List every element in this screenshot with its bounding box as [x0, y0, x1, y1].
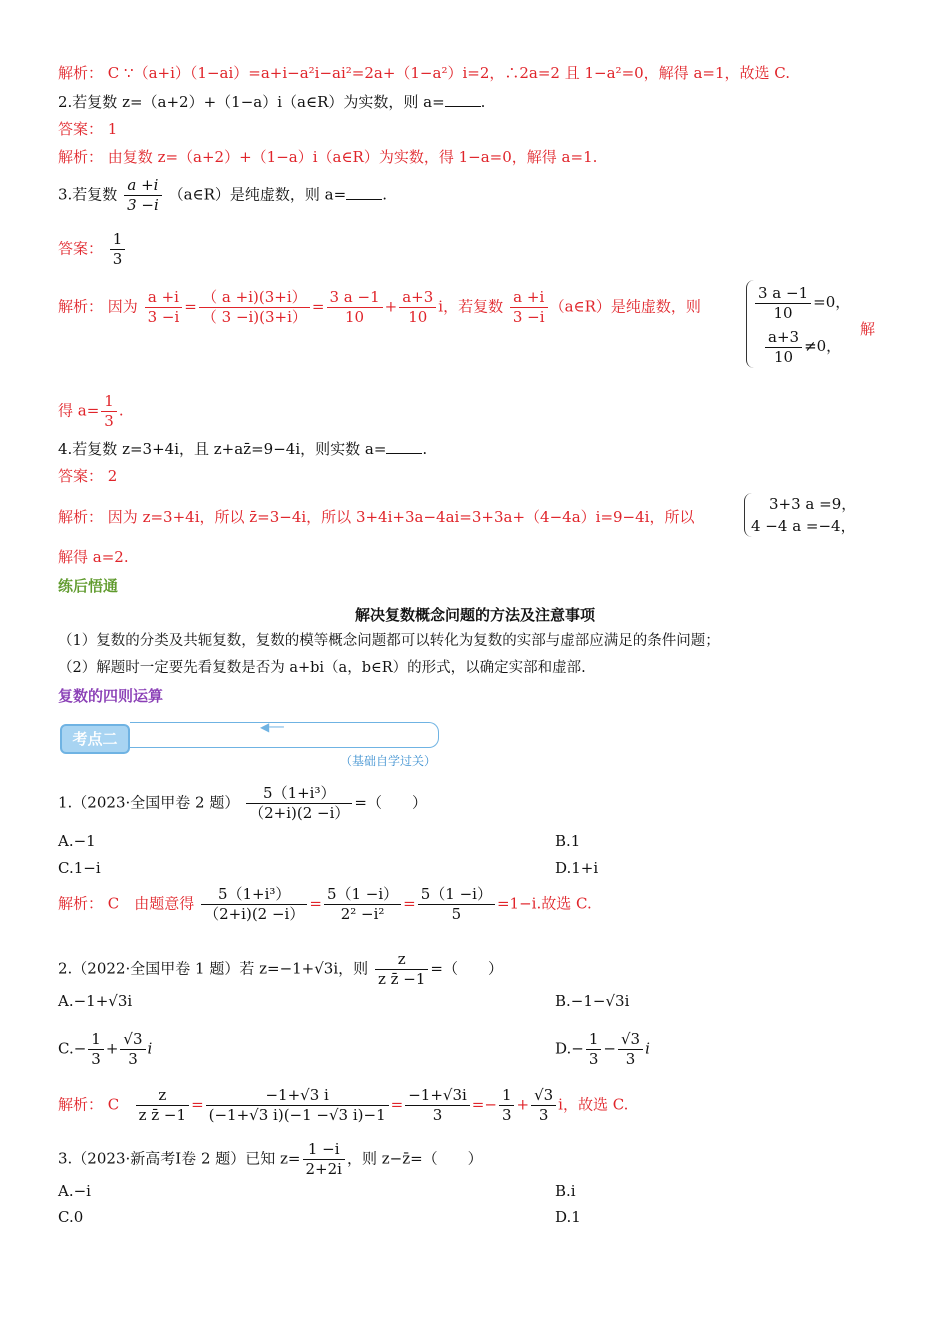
numerator: 1: [110, 230, 126, 250]
fraction: [120, 1030, 145, 1069]
q3-suffix: （a∈R）是纯虚数，则 a=: [168, 185, 347, 204]
numerator: 1: [586, 1030, 602, 1050]
q3-result: 得 a= $\frac{1}{3}$ .: [58, 392, 124, 430]
q3-fraction: [124, 176, 162, 215]
numerator: 3 a −1: [755, 284, 811, 304]
fraction: [199, 288, 310, 327]
equation-system: [744, 493, 856, 537]
q3-end: .: [382, 185, 387, 204]
operator: =−: [471, 1095, 497, 1114]
ex2-suffix: =（ ）: [430, 959, 503, 978]
option-b: B.1: [555, 832, 581, 850]
ex1-suffix: =（ ）: [354, 793, 427, 812]
analysis-text: i，若复数: [438, 297, 504, 316]
analysis-text: （a∈R）是纯虚数，则: [549, 297, 701, 316]
analysis-label: 解析：: [58, 508, 104, 526]
fraction: [327, 288, 383, 327]
denominator: 2² −i²: [340, 905, 385, 923]
denominator: (−1+√3 i)(−1 −√3 i)−1: [208, 1106, 386, 1124]
numerator: √3: [531, 1086, 556, 1106]
denominator: 3 −i: [127, 196, 159, 214]
denominator: （2+i)(2 −i）: [249, 804, 350, 822]
analysis-text: 得 a=: [58, 401, 100, 420]
option-prefix: C.−: [58, 1039, 87, 1058]
analysis-label: 解析：: [58, 1095, 104, 1114]
ex1-question: [58, 784, 427, 823]
option-c: C.1−i: [58, 859, 101, 877]
numerator: 1: [499, 1086, 515, 1106]
q4-solve: 解得 a=2.: [58, 548, 129, 566]
summary-item: （2）解题时一定要先看复数是否为 a+bi（a，b∈R）的形式，以确定实部和虚部.: [58, 660, 586, 676]
fraction: [101, 392, 117, 431]
numerator: −1+√3i: [405, 1086, 470, 1106]
denominator: 3: [625, 1050, 636, 1068]
option-a: A.−1+√3i: [58, 992, 133, 1010]
topic-subtitle: （基础自学过关）: [340, 754, 437, 768]
option-a: A.−i: [58, 1182, 91, 1200]
fraction: [399, 288, 436, 327]
equation-line: 3+3 a =9，: [769, 495, 857, 513]
operator: +: [516, 1095, 530, 1114]
denominator: z z̄ −1: [138, 1106, 187, 1124]
option-c: C.0: [58, 1208, 84, 1226]
q4-text: 4.若复数 z=3+4i，且 z+az̄=9−4i，则实数 a=: [58, 440, 387, 458]
q2-text: 2.若复数 z=（a+2）+（1−a）i（a∈R）为实数，则 a=: [58, 93, 445, 111]
numerator: z: [136, 1086, 189, 1106]
fraction: [755, 284, 811, 323]
operator: −: [603, 1039, 616, 1058]
analysis-label: 解析：: [58, 64, 104, 82]
q2-analysis-text: 由复数 z=（a+2）+（1−a）i（a∈R）为实数，得 1−a=0，解得 a=1.: [107, 148, 598, 166]
equation-rhs: =0，: [813, 293, 851, 311]
answer-label: 答案：: [58, 120, 104, 138]
imaginary-unit: i: [645, 1039, 650, 1058]
denominator: z z̄ −1: [377, 970, 426, 988]
ex3-prefix: 3.（2023·新高考Ⅰ卷 2 题）已知 z=: [58, 1149, 301, 1168]
q3-question: [58, 176, 387, 215]
analysis-text: 解: [860, 320, 876, 338]
denominator: 10: [408, 308, 428, 326]
fraction: [405, 1086, 470, 1125]
topic-banner: [60, 722, 440, 750]
imaginary-unit: i: [147, 1039, 153, 1058]
option-c: [58, 1030, 152, 1069]
q1-analysis: [58, 62, 790, 84]
answer-label: 答案：: [58, 239, 104, 258]
ex1-analysis: 解析： C 由题意得 $\frac{\text{5（1+i³）}}{(2+i)(2 -i)}$ = $\frac{5(1 -i)}{\text{2² −i²}}$ = $\frac{5(1 -i)}{5}$ =1−i.故选 C.: [58, 885, 592, 923]
answer-blank: [386, 439, 422, 454]
numerator: 1: [101, 392, 117, 412]
q4-answer: [58, 465, 117, 487]
arrow-left-icon: ◀──: [260, 720, 284, 734]
fraction: [618, 1030, 643, 1069]
q4-end: .: [422, 440, 428, 458]
numerator: 3 a −1: [327, 288, 383, 308]
fraction: [303, 1140, 345, 1179]
analysis-label: 解析：: [58, 894, 104, 913]
q1-analysis-text: C ∵（a+i）（1−ai）=a+i−a²i−ai²=2a+（1−a²）i=2，∴2a=2 且 1−a²=0，解得 a=1，故选 C.: [107, 64, 790, 82]
analysis-text: 因为: [107, 297, 138, 316]
denominator: 3: [104, 412, 114, 430]
option-d: D.1+i: [555, 859, 599, 877]
option-d: D.1: [555, 1208, 581, 1226]
fraction: [136, 1086, 189, 1125]
analysis-label: 解析：: [58, 148, 104, 166]
q2-analysis: [58, 146, 597, 168]
q4-analysis-text: 因为 z=3+4i，所以 z̄=3−4i，所以 3+4i+3a−4ai=3+3a+（4−4a）i=9−4i，所以: [107, 508, 695, 526]
numerator: 5（1 −i）: [324, 885, 401, 905]
q2-end: .: [480, 93, 486, 111]
fraction: [145, 288, 183, 327]
denominator: 3: [501, 1106, 512, 1124]
denominator: 10: [345, 308, 365, 326]
numerator: z: [375, 950, 428, 970]
fraction: [88, 1030, 104, 1069]
denominator: 3: [128, 1050, 138, 1068]
q4-question: [58, 438, 427, 460]
denominator: 3: [588, 1050, 599, 1068]
answer-fraction: [110, 230, 126, 269]
analysis-text: =1−i.故选 C.: [496, 894, 592, 913]
numerator: a +i: [145, 288, 183, 308]
denominator: 10: [773, 303, 793, 322]
numerator: √3: [120, 1030, 145, 1050]
denominator: （ 3 −i)(3+i）: [201, 308, 307, 326]
section-heading: 复数的四则运算: [58, 687, 164, 705]
fraction: [586, 1030, 602, 1069]
q4-analysis: [58, 506, 694, 528]
fraction: [206, 1086, 389, 1125]
numerator: a +i: [510, 288, 548, 308]
denominator: 3 −i: [512, 308, 545, 326]
numerator: 5（1+i³）: [246, 784, 352, 804]
numerator: a+3: [399, 288, 436, 308]
option-a: A.−1: [58, 832, 96, 850]
option-b: B.i: [555, 1182, 576, 1200]
equation-line: 4 −4 a =−4，: [751, 517, 856, 535]
analysis-label: 解析：: [58, 297, 104, 316]
numerator: 5（1+i³）: [201, 885, 307, 905]
numerator: （ a +i)(3+i）: [199, 288, 310, 308]
option-b: B.−1−√3i: [555, 992, 630, 1010]
analysis-text: i，故选 C.: [558, 1095, 629, 1114]
fraction: [418, 885, 495, 924]
option-prefix: D.−: [555, 1039, 584, 1058]
q3-answer: [58, 230, 127, 269]
banner-line: [130, 722, 439, 748]
denominator: 3: [91, 1050, 101, 1068]
equation-rhs: ≠0，: [804, 337, 842, 355]
numerator: 1: [88, 1030, 104, 1050]
denominator: 3 −i: [147, 308, 180, 326]
ex3-suffix: ，则 z−z̄=（ ）: [346, 1149, 483, 1168]
option-d: [555, 1030, 650, 1069]
q2-answer: [58, 118, 117, 140]
fraction: [201, 885, 307, 924]
summary-title: 解决复数概念问题的方法及注意事项: [354, 606, 595, 624]
answer-label: 答案：: [58, 467, 104, 485]
numerator: 1 −i: [303, 1140, 345, 1160]
numerator: a+3: [765, 328, 802, 348]
section-heading: 练后悟通: [58, 577, 119, 595]
analysis-text: C: [107, 1095, 120, 1114]
answer-value: 1: [107, 120, 118, 138]
fraction: [531, 1086, 556, 1125]
fraction: [375, 950, 428, 989]
answer-blank: [445, 92, 481, 107]
numerator: a +i: [127, 176, 159, 194]
fraction: [246, 784, 352, 823]
q2-question: [58, 91, 485, 113]
q3-prefix: 3.若复数: [58, 185, 118, 204]
equation-system: [746, 280, 850, 368]
fraction: [499, 1086, 515, 1125]
numerator: −1+√3 i: [206, 1086, 389, 1106]
summary-item: （1）复数的分类及共轭复数，复数的模等概念问题都可以转化为复数的实部与虚部应满足的条件问题；: [58, 633, 720, 649]
denominator: 3: [112, 250, 123, 268]
ex1-prefix: 1.（2023·全国甲卷 2 题）: [58, 793, 240, 812]
q3-analysis: 解析： 因为 $\frac{a +i}{3 -i}$ = $\frac{( a +i)(3+i)}{( 3 -i)(3+i)}$ = $\frac{3 a -1}{10}$ + $\frac{a+3}{10}$ i，若复数 $\frac{a +i}{3 -i}$ （a∈R）是纯虚数，则: [58, 288, 701, 326]
fraction: [765, 328, 802, 367]
answer-value: 2: [107, 467, 118, 485]
denominator: 3: [538, 1106, 549, 1124]
denominator: 10: [773, 347, 794, 366]
ex2-prefix: 2.（2022·全国甲卷 1 题）若 z=−1+√3i，则: [58, 959, 369, 978]
fraction: [324, 885, 401, 924]
numerator: √3: [618, 1030, 643, 1050]
ex2-analysis: 解析： C $\frac{z}{\text{z z̄ −1}}$ = $\frac{-1+√3 i}{(-1+√3 i)(-1 -√3 i)-1}$ = $\frac{-1+√3i}{3}$ =− $\frac{1}{3}$ + $\frac{√3}{3}$ i，故选 C.: [58, 1086, 629, 1124]
numerator: 5（1 −i）: [418, 885, 495, 905]
answer-blank: [346, 185, 382, 200]
denominator: 3: [432, 1106, 443, 1124]
analysis-text: C 由题意得: [107, 894, 195, 913]
operator: +: [105, 1039, 119, 1058]
denominator: （2+i)(2 −i）: [204, 905, 305, 923]
topic-badge: 考点二: [60, 724, 130, 754]
ex3-question: [58, 1140, 483, 1179]
ex2-question: [58, 950, 503, 989]
denominator: 5: [451, 905, 462, 923]
fraction: [510, 288, 548, 327]
denominator: 2+2i: [305, 1160, 342, 1178]
